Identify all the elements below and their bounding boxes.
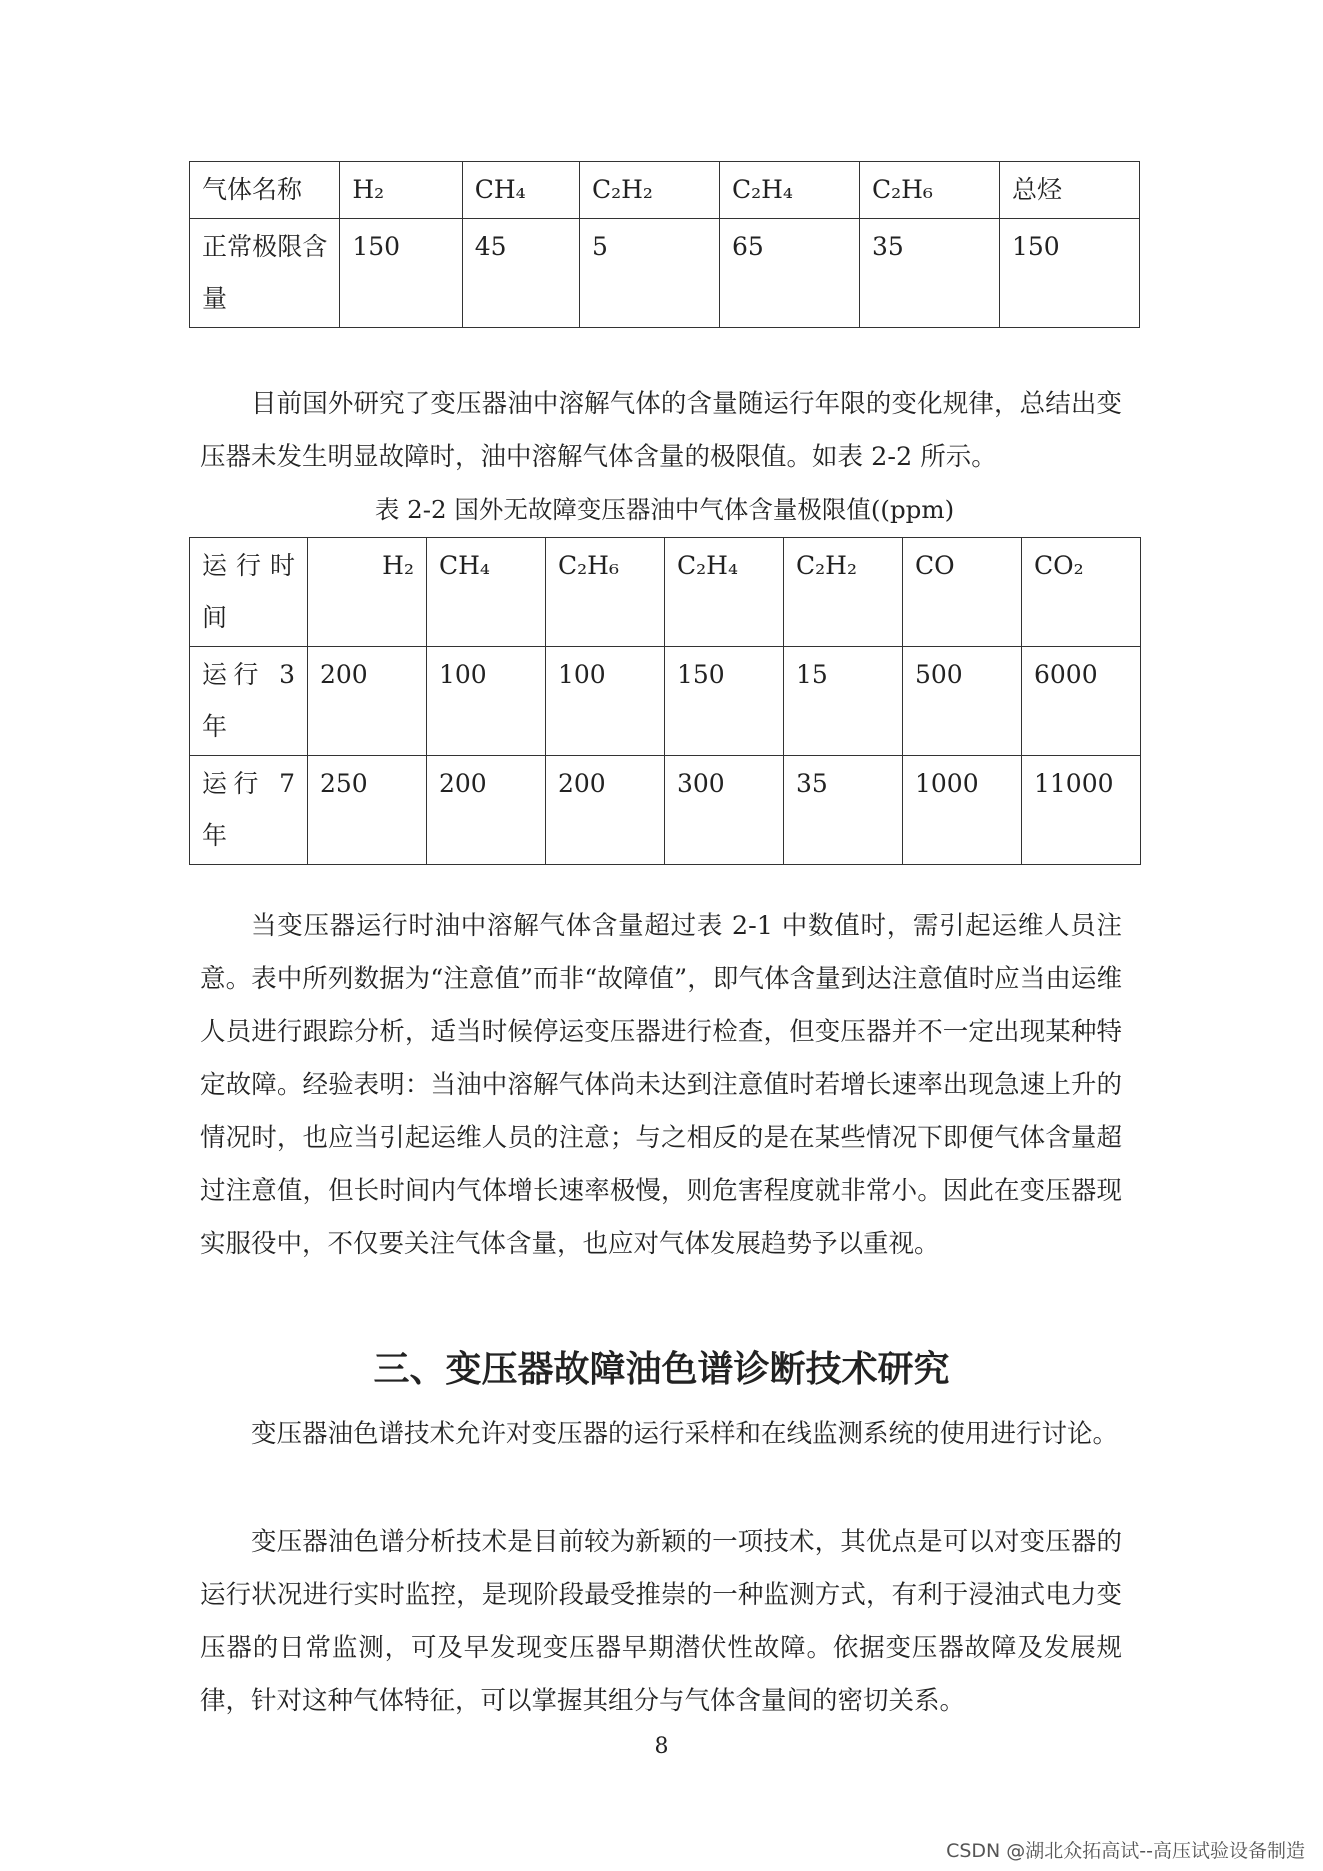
table-cell: 150 [999, 219, 1139, 328]
table-cell: 1000 [903, 756, 1022, 865]
table-cell: 200 [308, 647, 427, 756]
table-header-cell: 气体名称 [190, 162, 340, 219]
paragraph-3: 变压器油色谱技术允许对变压器的运行采样和在线监测系统的使用进行讨论。 [251, 1419, 1119, 1449]
table-cell: 正常极限含量 [190, 219, 340, 328]
table-cell: 150 [340, 219, 462, 328]
table-cell: 6000 [1022, 647, 1141, 756]
table-cell: 运行 3 年 [190, 647, 308, 756]
table-header-cell: C₂H₂ [784, 538, 903, 647]
table-cell: 250 [308, 756, 427, 865]
table-cell: 11000 [1022, 756, 1141, 865]
table-cell: 150 [665, 647, 784, 756]
table-cell: 45 [462, 219, 579, 328]
table-header-cell: 总烃 [999, 162, 1139, 219]
table-header-cell: H₂ [308, 538, 427, 647]
table-cell: 65 [719, 219, 859, 328]
table-cell: 200 [427, 756, 546, 865]
table-header-cell: CH₄ [427, 538, 546, 647]
table-row [190, 647, 1141, 756]
paragraph-2: 当变压器运行时油中溶解气体含量超过表 2-1 中数值时，需引起运维人员注意。表中所列数据为“注意值”而非“故障值”，即气体含量到达注意值时应当由运维人员进行跟踪分析，适当时候停运变压器进行检查，但变压器并不一定出现某种特定故障。经验表明：当油中溶解气体尚未达到注意值时若增长速率出现急速上升的情况时，也应当引起运维人员的注意；与之相反的是在某些情况下即便气体含量超过注意值，但长时间内气体增长速率极慢，则危害程度就非常小。因此在变压器现实服役中，不仅要关注气体含量，也应对气体发展趋势予以重视。 [200, 911, 1122, 1259]
table-header-row [190, 538, 1141, 647]
table-header-cell: C₂H₄ [665, 538, 784, 647]
table-cell: 500 [903, 647, 1022, 756]
table-cell: 200 [546, 756, 665, 865]
table-header-cell: C₂H₆ [859, 162, 999, 219]
table-cell: 100 [546, 647, 665, 756]
table-header-cell: CH₄ [462, 162, 579, 219]
watermark: CSDN @湖北众拓高试--高压试验设备制造 [946, 1840, 1305, 1862]
table-header-cell: CO [903, 538, 1022, 647]
table-row [190, 756, 1141, 865]
table-cell: 100 [427, 647, 546, 756]
page-number: 8 [654, 1734, 669, 1759]
table-cell: 35 [784, 756, 903, 865]
table-row [190, 219, 1140, 328]
table-cell: 5 [579, 219, 719, 328]
table-cell: 15 [784, 647, 903, 756]
table-caption: 表 2-2 国外无故障变压器油中气体含量极限值((ppm) [374, 495, 955, 524]
paragraph-1: 目前国外研究了变压器油中溶解气体的含量随运行年限的变化规律，总结出变压器未发生明显故障时，油中溶解气体含量的极限值。如表 2-2 所示。 [200, 389, 1122, 472]
table-header-cell: 运行时间 [190, 538, 308, 647]
table-cell: 300 [665, 756, 784, 865]
paragraph-4: 变压器油色谱分析技术是目前较为新颖的一项技术，其优点是可以对变压器的运行状况进行实时监控，是现阶段最受推崇的一种监测方式，有利于浸油式电力变压器的日常监测，可及早发现变压器早期潜伏性故障。依据变压器故障及发展规律，针对这种气体特征，可以掌握其组分与气体含量间的密切关系。 [200, 1527, 1122, 1716]
table-header-cell: CO₂ [1022, 538, 1141, 647]
table-header-cell: C₂H₂ [579, 162, 719, 219]
section-heading: 三、变压器故障油色谱诊断技术研究 [373, 1349, 950, 1390]
table-header-cell: C₂H₄ [719, 162, 859, 219]
gas-limit-table [189, 161, 1140, 328]
table-header-cell: C₂H₆ [546, 538, 665, 647]
table-cell: 35 [859, 219, 999, 328]
gas-limit-by-age-table [189, 537, 1141, 865]
table-header-row [190, 162, 1140, 219]
table-header-cell: H₂ [340, 162, 462, 219]
table-cell: 运行 7 年 [190, 756, 308, 865]
